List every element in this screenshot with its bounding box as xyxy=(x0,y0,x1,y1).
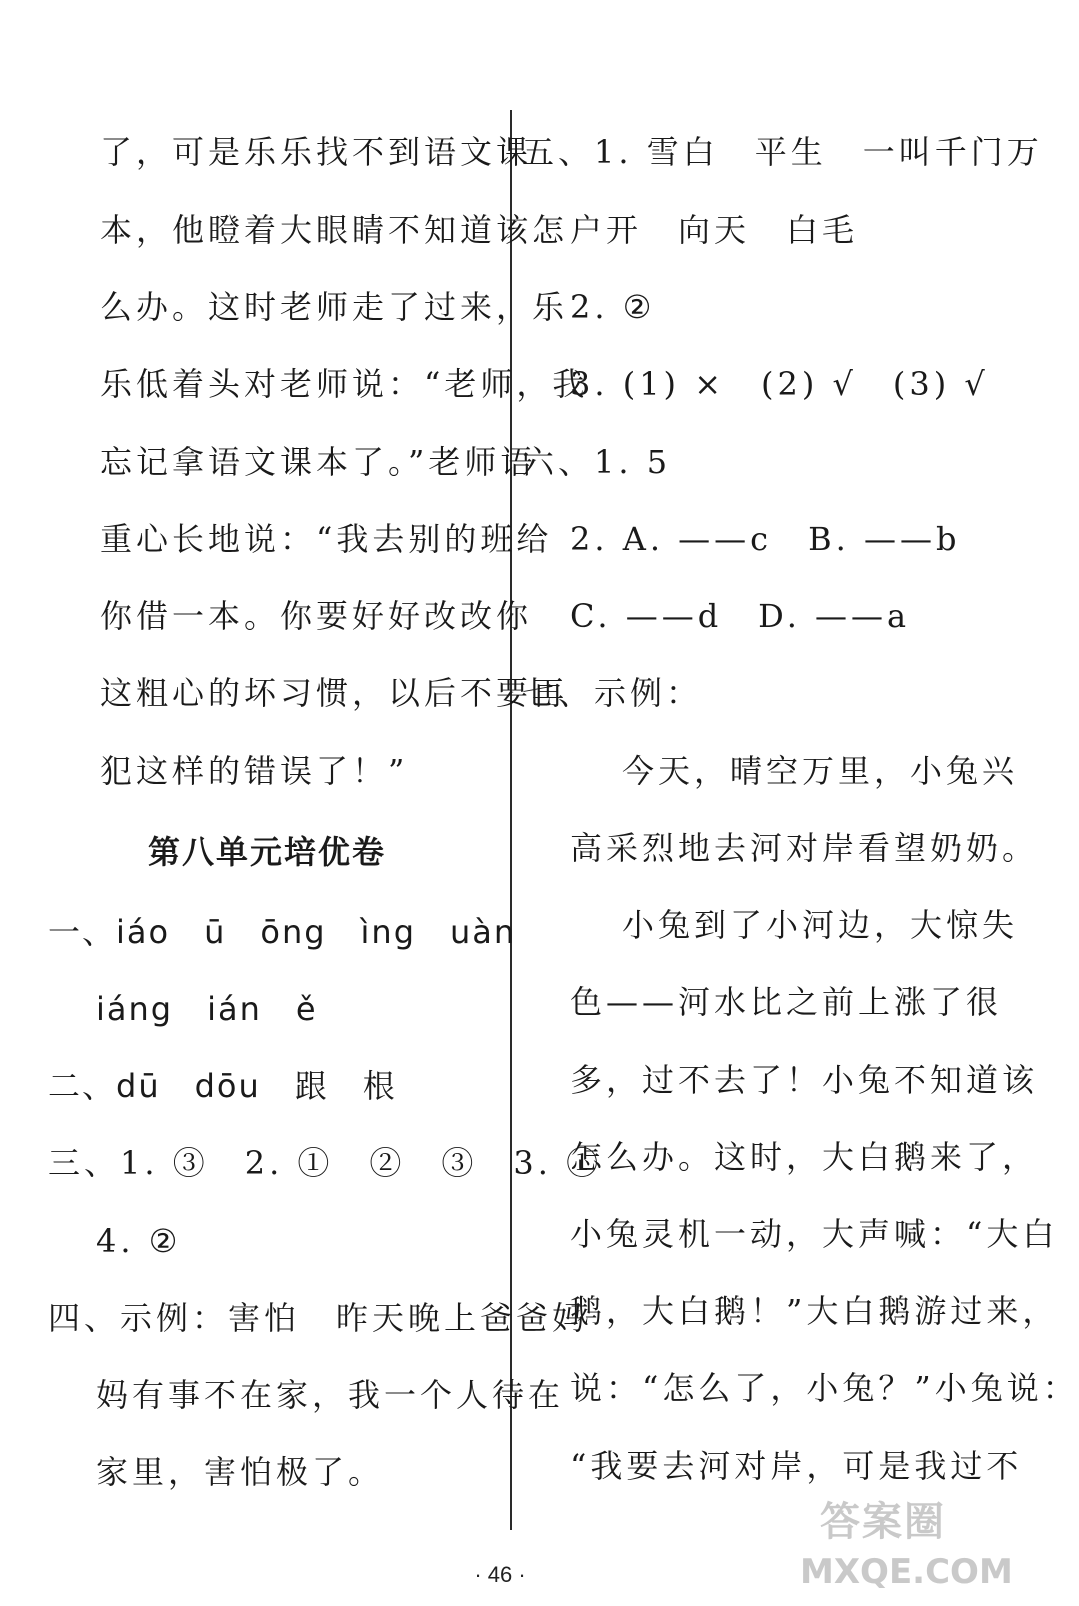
answer-line: 三、1. ③ 2. ① ② ③ 3. ① xyxy=(48,1144,603,1182)
text-line: 了，可是乐乐找不到语文课 xyxy=(100,133,533,171)
text-line: 犯这样的错误了！” xyxy=(100,752,409,790)
watermark-text: 答案圈 xyxy=(820,1499,946,1545)
text-line: 忘记拿语文课本了。”老师语 xyxy=(100,443,537,481)
answer-line: 二、dū dōu 跟 根 xyxy=(48,1067,397,1105)
text-line: 么办。这时老师走了过来，乐 xyxy=(100,288,569,326)
text-line: 怎么办。这时，大白鹅来了， xyxy=(570,1138,1039,1176)
text-line: 高采烈地去河对岸看望奶奶。 xyxy=(570,829,1039,867)
section-title: 第八单元培优卷 xyxy=(148,833,387,871)
answer-line: 2. A. ——c B. ——b xyxy=(570,520,961,558)
text-line: 乐低着头对老师说：“老师，我 xyxy=(100,365,589,403)
page-number: · 46 · xyxy=(474,1562,526,1587)
text-line: “我要去河对岸，可是我过不 xyxy=(570,1447,1023,1485)
answer-line: 一、iáo ū ōng ìng uàn xyxy=(48,913,517,951)
answer-line: 妈有事不在家，我一个人待在 xyxy=(96,1376,565,1414)
text-line: 色——河水比之前上涨了很 xyxy=(570,983,1003,1021)
text-line: 小兔灵机一动，大声喊：“大白 xyxy=(570,1215,1059,1253)
text-line: 今天，晴空万里，小兔兴 xyxy=(622,752,1019,790)
text-line: 多，过不去了！小兔不知道该 xyxy=(570,1061,1039,1099)
answer-line: 3. (1) × (2) √ (3) √ xyxy=(570,365,989,403)
answer-line: 五、1. 雪白 平生 一叫千门万 xyxy=(522,133,1043,171)
text-line: 小兔到了小河边，大惊失 xyxy=(622,906,1019,944)
text-line: 重心长地说：“我去别的班给 xyxy=(100,520,553,558)
text-line: 本，他瞪着大眼睛不知道该怎 xyxy=(100,211,569,249)
answer-line: iáng ián ě xyxy=(96,990,318,1028)
answer-line: 家里，害怕极了。 xyxy=(96,1453,385,1491)
answer-line: 七、示例： xyxy=(522,674,703,712)
answer-line: 四、示例：害怕 昨天晚上爸爸妈 xyxy=(48,1299,589,1337)
answer-line: 六、1. 5 xyxy=(522,443,672,481)
answer-line: 2. ② xyxy=(570,288,656,326)
watermark-logo xyxy=(790,1490,1013,1600)
text-line: 鹅，大白鹅！”大白鹅游过来， xyxy=(570,1292,1059,1330)
text-line: 你借一本。你要好好改改你 xyxy=(100,597,533,635)
text-line: 说：“怎么了，小兔？”小兔说： xyxy=(570,1369,1079,1407)
answer-line: 4. ② xyxy=(96,1222,182,1260)
text-line: 这粗心的坏习惯，以后不要再 xyxy=(100,674,569,712)
watermark-url: MXQE.COM xyxy=(800,1552,1013,1592)
answer-line: 户开 向天 白毛 xyxy=(570,211,859,249)
answer-line: C. ——d D. ——a xyxy=(570,597,911,635)
